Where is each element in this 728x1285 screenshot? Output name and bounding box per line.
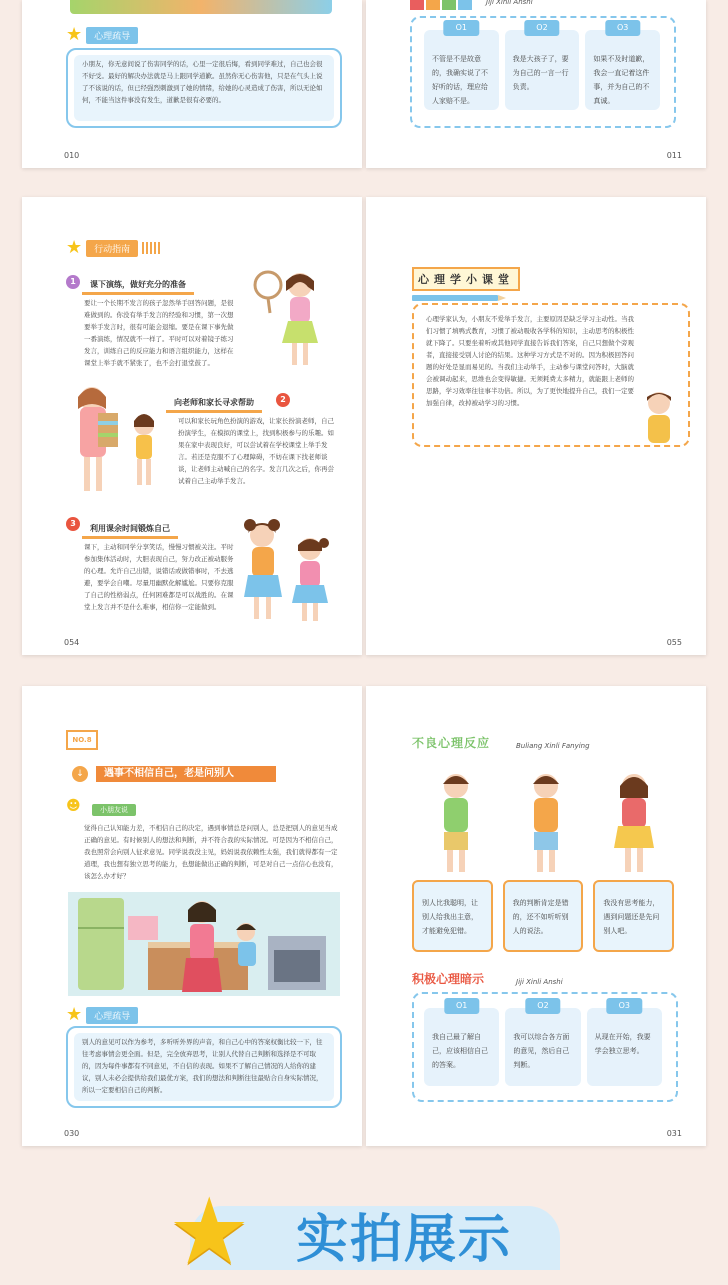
item-text-3: 课下，主动和同学分享笑话，慢慢习惯被关注。平时参加集体活动时，大胆表现自己，努力改正被动服务的心理。允许自己出错，说错话或做错事时，不去逃避，要学会自嘲。尽量用幽默化解尴尬。只要你克服了自己的性格弱点，任何困难都是可以战胜的。在课堂上发言并不是什么难事，相信你一定能做到。 [84, 543, 234, 611]
banner-title: 实拍展示 [296, 1210, 513, 1270]
positive-title [412, 970, 484, 987]
bad-column-1 [412, 880, 493, 952]
page-031 [366, 686, 706, 1146]
page-number: 010 [64, 151, 80, 160]
stripes-decoration [142, 242, 160, 254]
item-number-2: 2 [276, 393, 290, 407]
bad-column-text: 别人比我聪明，让别人给我出主意，才能避免犯错。 [422, 899, 478, 935]
page-030 [22, 686, 362, 1146]
star-mascot-icon: ★ [168, 1178, 251, 1285]
column-text: 从现在开始，我要学会独立思考。 [594, 1033, 651, 1055]
bad-reaction-title-text: 不良心理反应 [412, 736, 491, 750]
spread-1 [22, 0, 706, 168]
intro-text: 觉得自己认知能力差，不相信自己的决定，遇到事情总是问别人，总是把别人的意见当成正确的意见。有时候别人的想法和判断，并不符合我的实际情况。可是因为不相信自己，我也照常会向别人征求意见。同学说我没主见，妈妈说我依赖性太强，我们就得都有一定道理，我也想有独立思考的能力，也想能做出正确的判断，可是对自己一点信心也没有，该怎么办才好？ [84, 824, 338, 880]
column-head: O1 [444, 20, 479, 36]
section-title-positive [410, 0, 472, 10]
column-head: O1 [444, 998, 479, 1014]
tag-label: 心理疏导 [86, 27, 138, 44]
counselling-box-2 [66, 1026, 342, 1108]
bad-reaction-title [412, 734, 490, 751]
column-text: 如果不及时道歉，我会一直记着这件事，并为自己的不真诚。 [593, 55, 650, 105]
star-icon: ★ [66, 1004, 83, 1025]
positive-columns [424, 23, 660, 110]
column-text: 不管是不是故意的，我确实说了不好听的话，理应给人家赔不是。 [432, 55, 488, 105]
tag-counselling [66, 26, 138, 44]
star-icon: ★ [66, 24, 83, 45]
column-3 [585, 23, 660, 110]
top-illustration [70, 0, 332, 14]
column-head: O2 [524, 20, 559, 36]
counselling-box [66, 48, 342, 128]
tag-label: 行动指南 [86, 240, 138, 257]
star-icon: ★ [66, 237, 83, 258]
column-head: O3 [605, 20, 640, 36]
column-text: 我是大孩子了，要为自己的一言一行负责。 [512, 55, 569, 91]
column-2 [505, 23, 580, 110]
item-number-3: 3 [66, 517, 80, 531]
boy-illustration [634, 387, 684, 447]
classroom-text: 心理学家认为，小朋友不爱举手发言，主要原因是缺乏学习主动性。当我们习惯了填鸭式教育，习惯了被动吸收各学科的知识，主动思考的积极性就下降了。只要坐着听或其他同学直接告诉我们答案，自己只想做个旁观者，直接接受别人讨论的结果。这种学习方式是不对的。因为积极回答问题的好处是显而易见的。当我们主动举手，主动参与课堂问答时，大脑就会被调动起来，思维也会变得敏捷。无须耗费太多精力，就能跟上老师的思路，学习效率往往事半功倍。所以，为了更快地提升自己，我们一定要加强自律，改掉被动学习的习惯。 [426, 315, 634, 407]
page-055 [366, 197, 706, 655]
column-3 [587, 1001, 662, 1086]
column-text: 我自己最了解自己，应该相信自己的答案。 [432, 1033, 488, 1069]
column-1 [424, 23, 499, 110]
kid-says-tag: 小朋友说 [92, 804, 136, 816]
page-number: 054 [64, 638, 80, 647]
positive-columns-2 [424, 1001, 662, 1086]
item-text-1: 要让一个长期不发言的孩子忽然举手回答问题，是很难做到的。你没有举手发言的经验和习惯，第一次想要举手发言时，很有可能会退缩。要是在课下事先做一番演练，情况就不一样了。平时可以对着镜子练习发言，训练自己的反应能力和语言组织能力，这样在课堂上举手就不紧张了，也不会打退堂鼓了。 [84, 299, 234, 367]
bad-column-2 [503, 880, 584, 952]
kid-mascot-icon: ☻ [66, 798, 81, 814]
bad-column-text: 我的判断肯定是错的，还不如听听别人的说法。 [512, 899, 569, 935]
kitchen-illustration [68, 892, 340, 996]
column-head: O3 [607, 998, 642, 1014]
positive-pinyin: Jiji Xinli Anshi [516, 978, 563, 986]
column-head: O2 [525, 998, 560, 1014]
pencil-tip [498, 295, 506, 301]
page-number: 011 [666, 151, 682, 160]
item-title-1: 课下演练，做好充分的准备 [82, 277, 194, 295]
counselling-text-2: 别人的意见可以作为参考，多听听外界的声音，和自己心中的答案权衡比较一下，往往考虑事情会更全面。但是，完全放弃思考，让别人代替自己判断和选择是不可取的，因为每件事都有不同意见，不自信的表现。如果不了解自己情况的人给你的建议，别人未必会提供给我们最优方案，我们的想法和判断往往最贴合自身实际情况，所以一定要相信自己的判断。 [82, 1038, 323, 1094]
counselling-text: 小朋友，你无意间说了伤害同学的话，心里一定很后悔，看到同学难过，自己也会很不好受。最好的解决办法就是马上跟同学道歉。虽然你无心伤害他，只是在气头上说了不该说的话，但已经强烈刺激到了她的情绪，给她的心灵造成了伤害，所以无论如何，不能当这件事没有发生，道歉是很有必要的。 [82, 60, 323, 104]
tag-action-guide [66, 239, 160, 257]
column-text: 我可以综合各方面的意见，然后自己判断。 [513, 1033, 570, 1069]
tag-label: 心理疏导 [86, 1007, 138, 1024]
bad-column-text: 我没有思考能力，遇到问题还是先问别人吧。 [603, 899, 660, 935]
page-number: 055 [666, 638, 682, 647]
classroom-title-text: 心理学小课堂 [412, 267, 520, 291]
bad-reaction-pinyin: Buliang Xinli Fanying [516, 742, 590, 750]
three-kids-illustration [422, 768, 672, 878]
section-subtitle: Jiji Xinli Anshi [486, 0, 533, 6]
item-number-1: 1 [66, 275, 80, 289]
chapter-title: 遇事不相信自己，老是问别人 [96, 766, 276, 782]
mother-child-illustration [62, 377, 170, 497]
page-011 [366, 0, 706, 168]
item-title-2: 向老师和家长寻求帮助 [166, 395, 262, 413]
two-girls-illustration [234, 515, 342, 625]
spread-2 [22, 197, 706, 655]
chapter-number: NO.8 [66, 730, 98, 750]
bad-column-3 [593, 880, 674, 952]
page-010 [22, 0, 362, 168]
column-1 [424, 1001, 499, 1086]
classroom-title [412, 267, 520, 291]
pencil-decoration [412, 295, 498, 301]
girl-mirror-illustration [248, 263, 330, 373]
page-number: 030 [64, 1129, 80, 1138]
column-2 [505, 1001, 580, 1086]
spread-3 [22, 686, 706, 1146]
bad-reaction-columns [412, 880, 674, 952]
page-number: 031 [666, 1129, 682, 1138]
page-054 [22, 197, 362, 655]
item-title-3: 利用课余时间锻炼自己 [82, 521, 178, 539]
item-text-2: 可以和家长玩角色扮演的游戏，让家长扮演老师，自己扮演学生，在模拟的课堂上，找到积极参与的乐趣。如果在家中表现良好，可以尝试着在学校课堂上举手发言。若还是克服不了心理障碍，不妨在课下找老师谈谈，让老师主动喊自己的名字。发言几次之后，你再尝试着自己主动举手发言。 [178, 417, 334, 485]
tag-counselling-2 [66, 1006, 138, 1024]
arrow-down-icon: ↓ [72, 766, 88, 782]
positive-title-text: 积极心理暗示 [412, 972, 485, 986]
